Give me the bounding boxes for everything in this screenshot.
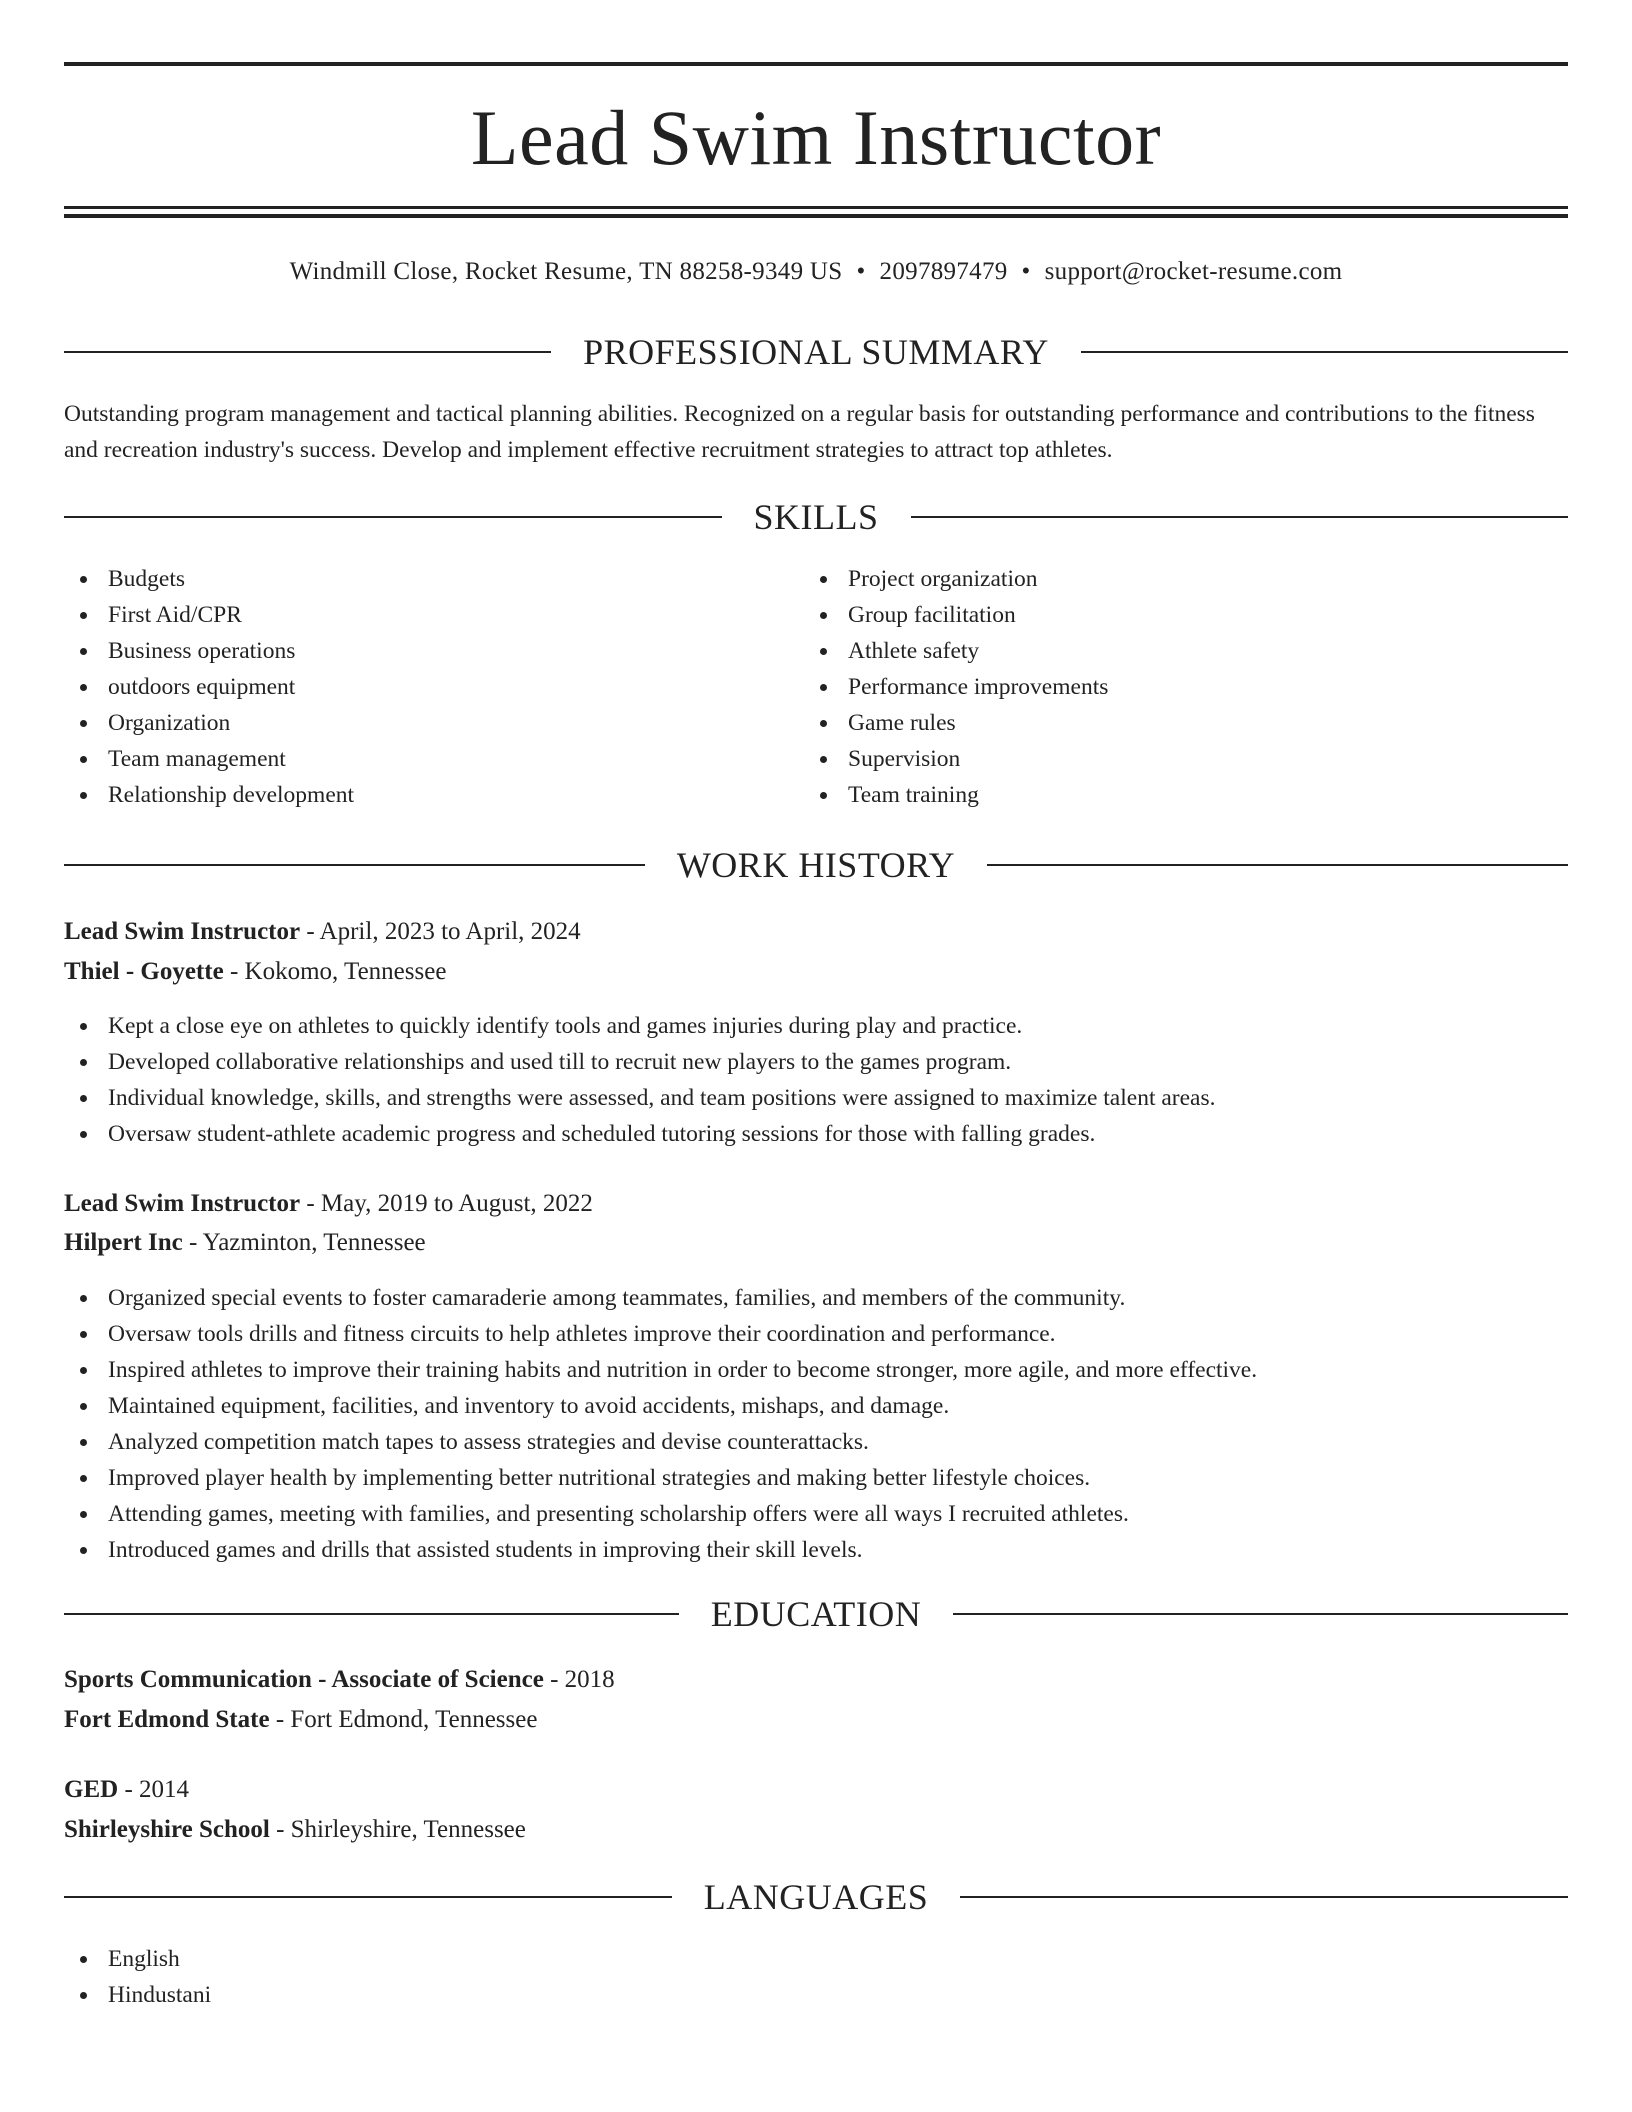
job-bullets <box>64 1280 1257 1568</box>
job-company-line <box>64 1225 1568 1261</box>
skill-item: Team management <box>64 741 354 777</box>
skills-list-left <box>64 561 354 813</box>
heading-line <box>64 864 645 866</box>
job-company: Thiel - Goyette <box>64 958 224 985</box>
section-heading-summary <box>64 330 1568 374</box>
skills-list-right <box>804 561 1108 813</box>
heading-line <box>953 1613 1568 1615</box>
skill-item: Game rules <box>804 705 1108 741</box>
skill-item: Project organization <box>804 561 1108 597</box>
heading-line <box>1081 351 1568 353</box>
job-bullet: Oversaw tools drills and fitness circuits to help athletes improve their coordination and performance. <box>64 1316 1257 1352</box>
language-item: Hindustani <box>64 1977 211 2013</box>
job-title-line <box>64 1186 1568 1222</box>
job-location: - Kokomo, Tennessee <box>223 958 447 985</box>
education-school: Fort Edmond State <box>64 1706 270 1733</box>
education-school-line <box>64 1702 1568 1738</box>
skill-item: Performance improvements <box>804 669 1108 705</box>
heading-line <box>64 351 551 353</box>
skill-item: Business operations <box>64 633 354 669</box>
job-bullets <box>64 1008 1215 1152</box>
education-school-line <box>64 1812 1568 1848</box>
heading-line <box>960 1896 1568 1898</box>
section-heading-work <box>64 843 1568 887</box>
section-title: SKILLS <box>753 497 879 537</box>
contact-phone: 2097897479 <box>879 258 1008 285</box>
section-heading-skills <box>64 495 1568 539</box>
heading-line <box>987 864 1568 866</box>
education-location: - Fort Edmond, Tennessee <box>269 1706 538 1733</box>
job-bullet: Oversaw student-athlete academic progress and scheduled tutoring sessions for those with falling grades. <box>64 1116 1215 1152</box>
skill-item: First Aid/CPR <box>64 597 354 633</box>
job-title: Lead Swim Instructor <box>64 1190 301 1217</box>
education-degree: GED <box>64 1776 119 1803</box>
skill-item: Relationship development <box>64 777 354 813</box>
skill-item: Group facilitation <box>804 597 1108 633</box>
section-title: LANGUAGES <box>703 1877 929 1917</box>
education-location: - Shirleyshire, Tennessee <box>269 1816 526 1843</box>
contact-address: Windmill Close, Rocket Resume, TN 88258-9349 US <box>289 258 843 285</box>
job-bullet: Attending games, meeting with families, and presenting scholarship offers were all ways I recruited athletes. <box>64 1496 1257 1532</box>
page-title: Lead Swim Instructor <box>470 94 1162 181</box>
contact-separator: • <box>856 258 866 285</box>
contact-separator: • <box>1021 258 1031 285</box>
job-bullet: Introduced games and drills that assisted students in improving their skill levels. <box>64 1532 1257 1568</box>
job-bullet: Kept a close eye on athletes to quickly identify tools and games injuries during play and practice. <box>64 1008 1215 1044</box>
skill-item: outdoors equipment <box>64 669 354 705</box>
job-bullet: Maintained equipment, facilities, and inventory to avoid accidents, mishaps, and damage. <box>64 1388 1257 1424</box>
job-title-line <box>64 914 1568 950</box>
job-bullet: Organized special events to foster camaraderie among teammates, families, and members of the community. <box>64 1280 1257 1316</box>
education-year: - 2018 <box>543 1666 615 1693</box>
job-company: Hilpert Inc <box>64 1229 183 1256</box>
skill-item: Organization <box>64 705 354 741</box>
contact-line <box>64 254 1568 290</box>
job-company-line <box>64 954 1568 990</box>
heading-line <box>911 516 1569 518</box>
heading-line <box>64 1613 679 1615</box>
section-heading-education <box>64 1592 1568 1636</box>
section-title: PROFESSIONAL SUMMARY <box>583 332 1049 372</box>
top-rule <box>64 62 1568 66</box>
education-degree: Sports Communication - Associate of Science <box>64 1666 544 1693</box>
job-bullet: Analyzed competition match tapes to assess strategies and devise counterattacks. <box>64 1424 1257 1460</box>
education-school: Shirleyshire School <box>64 1816 270 1843</box>
summary-text: Outstanding program management and tactical planning abilities. Recognized on a regular basis for outstanding performance and contributions to the fitness and recreation industry's success. Develop and implement effective recruitment strategies to attract top athletes. <box>64 401 1535 463</box>
contact-email[interactable]: support@rocket-resume.com <box>1044 258 1343 285</box>
education-degree-line <box>64 1772 1568 1808</box>
section-title: EDUCATION <box>710 1594 922 1634</box>
education-year: - 2014 <box>118 1776 190 1803</box>
job-bullet: Improved player health by implementing better nutritional strategies and making better lifestyle choices. <box>64 1460 1257 1496</box>
skill-item: Budgets <box>64 561 354 597</box>
job-title: Lead Swim Instructor <box>64 918 301 945</box>
languages-list <box>64 1941 211 2013</box>
section-title: WORK HISTORY <box>676 845 956 885</box>
skill-item: Supervision <box>804 741 1108 777</box>
job-dates: - April, 2023 to April, 2024 <box>300 918 581 945</box>
job-bullet: Individual knowledge, skills, and strengths were assessed, and team positions were assigned to maximize talent areas. <box>64 1080 1215 1116</box>
job-bullet: Developed collaborative relationships and used till to recruit new players to the games program. <box>64 1044 1215 1080</box>
skill-item: Athlete safety <box>804 633 1108 669</box>
heading-line <box>64 516 722 518</box>
language-item: English <box>64 1941 211 1977</box>
section-heading-languages <box>64 1875 1568 1919</box>
skill-item: Team training <box>804 777 1108 813</box>
heading-line <box>64 1896 672 1898</box>
title-rule-upper <box>64 206 1568 209</box>
job-location: - Yazminton, Tennessee <box>182 1229 426 1256</box>
job-bullet: Inspired athletes to improve their training habits and nutrition in order to become stronger, more agile, and more effective. <box>64 1352 1257 1388</box>
title-rule-lower <box>64 214 1568 218</box>
education-degree-line <box>64 1662 1568 1698</box>
job-dates: - May, 2019 to August, 2022 <box>300 1190 593 1217</box>
